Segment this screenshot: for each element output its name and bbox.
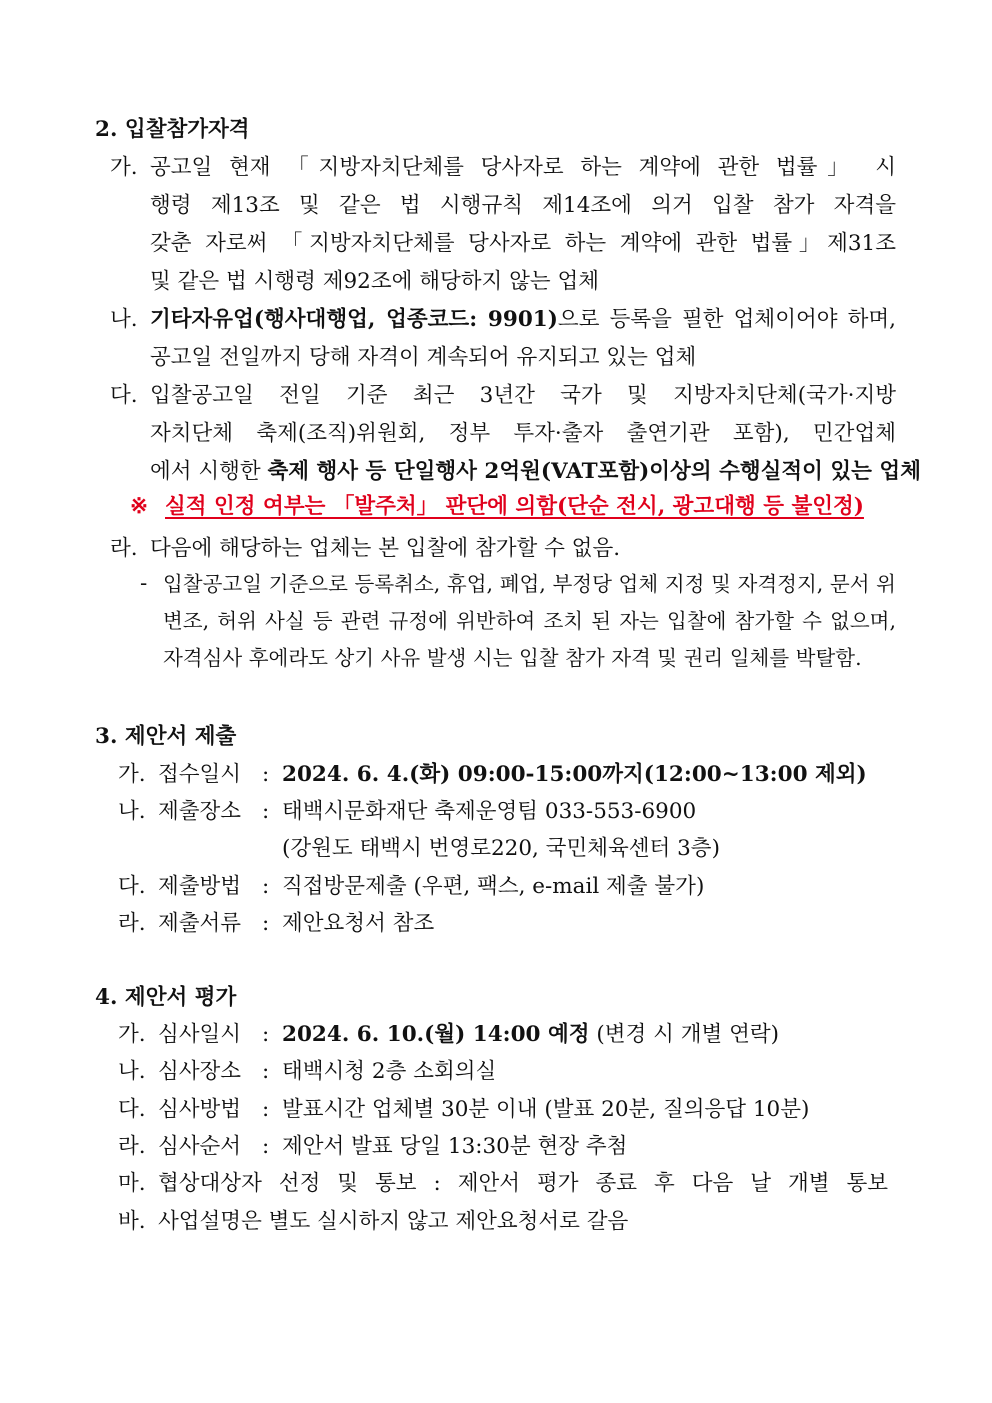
- item-separator: :: [262, 911, 270, 936]
- paragraph-line: [150, 457, 921, 487]
- item-marker: 다.: [118, 1097, 146, 1122]
- item-label: 심사방법: [158, 1097, 242, 1122]
- item-separator: :: [262, 1134, 270, 1159]
- paragraph-line: 다음에 해당하는 업체는 본 입찰에 참가할 수 없음.: [150, 536, 621, 561]
- item-label: 심사순서: [158, 1134, 242, 1159]
- item-value: [282, 1020, 779, 1050]
- item-marker: 나.: [118, 1059, 146, 1084]
- paragraph-line: 자치단체 축제(조직)위원회, 정부 투자·출자 출연기관 포함), 민간업체: [150, 421, 896, 446]
- item-label: 심사장소: [158, 1059, 242, 1084]
- item-marker: 가.: [118, 762, 146, 787]
- business-category-rest: 으로 등록을 필한 업체이어야 하며,: [557, 307, 896, 332]
- item-value: 발표시간 업체별 30분 이내 (발표 20분, 질의응답 10분): [282, 1097, 810, 1122]
- item-value: 태백시문화재단 축제운영팀 033-553-6900: [282, 799, 697, 824]
- performance-bold: 축제 행사 등 단일행사 2억원(VAT포함)이상의 수행실적이 있는 업체: [267, 459, 921, 484]
- item-marker: 라.: [118, 1134, 146, 1159]
- item-marker: 가.: [118, 1022, 146, 1047]
- item-value: 제안서 발표 당일 13:30분 현장 추첨: [282, 1134, 628, 1159]
- item-marker: 바.: [118, 1209, 146, 1234]
- item-value: 태백시청 2층 소회의실: [282, 1059, 497, 1084]
- item-label: 접수일시: [158, 762, 242, 787]
- item-value: 직접방문제출 (우편, 팩스, e-mail 제출 불가): [282, 874, 705, 899]
- item-marker: 나.: [118, 799, 146, 824]
- item-marker: 나.: [110, 307, 138, 332]
- item-separator: :: [262, 874, 270, 899]
- dash-marker: -: [140, 571, 148, 596]
- paragraph-line: 및 같은 법 시행령 제92조에 해당하지 않는 업체: [150, 269, 600, 294]
- note-text: 실적 인정 여부는 「발주처」 판단에 의함(단순 전시, 광고대행 등 불인정): [165, 494, 864, 519]
- section-4-title: 4. 제안서 평가: [95, 985, 237, 1010]
- item-label: 제출방법: [158, 874, 242, 899]
- note-symbol: ※: [130, 494, 149, 519]
- item-separator: :: [262, 1022, 270, 1047]
- section-2-title: 2. 입찰참가자격: [95, 117, 250, 142]
- item-label: 제출서류: [158, 911, 242, 936]
- item-text: 사업설명은 별도 실시하지 않고 제안요청서로 갈음: [158, 1209, 629, 1234]
- paragraph-line: 갖춘 자로써 「지방자치단체를 당사자로 하는 계약에 관한 법률」제31조: [150, 231, 896, 256]
- paragraph-line: 행령 제13조 및 같은 법 시행규칙 제14조에 의거 입찰 참가 자격을: [150, 193, 896, 218]
- item-marker: 다.: [118, 874, 146, 899]
- evaluation-date-bold: 2024. 6. 10.(월) 14:00 예정: [282, 1022, 590, 1047]
- item-marker: 다.: [110, 383, 138, 408]
- item-marker: 라.: [118, 911, 146, 936]
- item-separator: :: [262, 799, 270, 824]
- item-text: 협상대상자 선정 및 통보 : 제안서 평가 종료 후 다음 날 개별 통보: [158, 1171, 888, 1196]
- performance-plain: 에서 시행한: [150, 459, 268, 484]
- item-label: 제출장소: [158, 799, 242, 824]
- paragraph-line: 입찰공고일 전일 기준 최근 3년간 국가 및 지방자치단체(국가·지방: [150, 383, 896, 408]
- paragraph-line: [150, 305, 896, 335]
- item-separator: :: [262, 1097, 270, 1122]
- item-separator: :: [262, 1059, 270, 1084]
- paragraph-line: 입찰공고일 기준으로 등록취소, 휴업, 폐업, 부정당 업체 지정 및 자격정지, 문서 위: [163, 572, 896, 596]
- paragraph-line: 자격심사 후에라도 상기 사유 발생 시는 입찰 참가 자격 및 권리 일체를 박탈함.: [163, 646, 862, 670]
- item-marker: 마.: [118, 1171, 146, 1196]
- paragraph-line: 공고일 현재 「지방자치단체를 당사자로 하는 계약에 관한 법률」 시: [150, 155, 896, 180]
- item-label: 심사일시: [158, 1022, 242, 1047]
- item-value: 제안요청서 참조: [282, 911, 435, 936]
- paragraph-line: 공고일 전일까지 당해 자격이 계속되어 유지되고 있는 업체: [150, 345, 697, 370]
- item-separator: :: [262, 762, 270, 787]
- section-3-title: 3. 제안서 제출: [95, 724, 237, 749]
- item-marker: 가.: [110, 155, 138, 180]
- evaluation-date-note: (변경 시 개별 연락): [589, 1022, 780, 1047]
- item-marker: 라.: [110, 536, 138, 561]
- paragraph-line: 변조, 허위 사실 등 관련 규정에 위반하여 조치 된 자는 입찰에 참가할 수 없으며,: [163, 609, 896, 633]
- item-value: 2024. 6. 4.(화) 09:00-15:00까지(12:00~13:00 제외): [282, 762, 867, 787]
- item-value-address: (강원도 태백시 번영로220, 국민체육센터 3층): [282, 836, 720, 861]
- business-category-bold: 기타자유업(행사대행업, 업종코드: 9901): [150, 307, 558, 332]
